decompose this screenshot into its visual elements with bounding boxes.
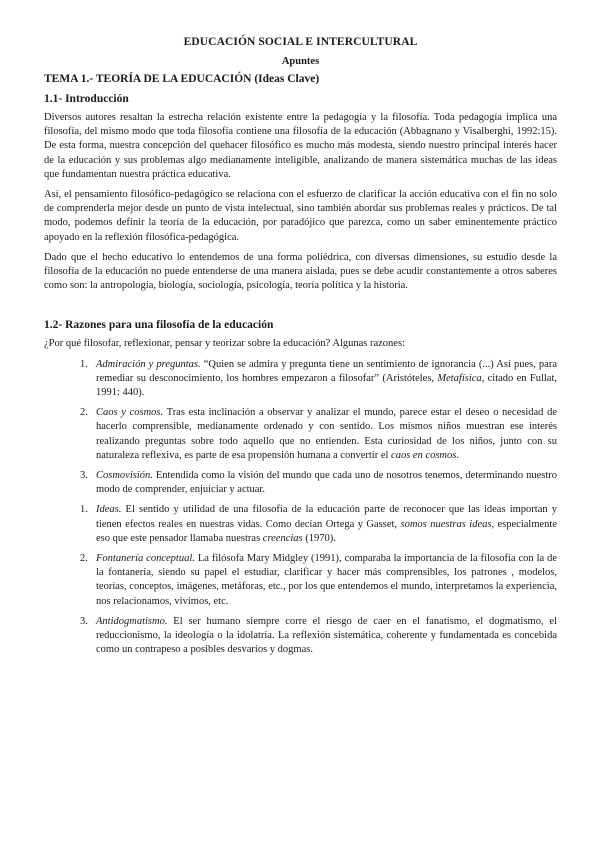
list-term: Cosmovisión. [96,470,153,482]
list-item [44,503,557,546]
list-item [44,406,557,463]
list-text: “Quien se admira y pregunta tiene un sentimiento de ignorancia (...) Así pues, para remediar su desconocimiento, los hombres empezaron a filosofar” (Aristóteles, [96,358,557,384]
list-term: Antidogmatismo. [96,615,168,627]
list-term: Caos y cosmos. [96,407,164,419]
list-term: Admiración y preguntas. [96,358,201,370]
list-work: Metafísica [437,372,482,384]
reasons-list-1 [44,358,557,498]
list-item [44,358,557,401]
document-title: EDUCACIÓN SOCIAL E INTERCULTURAL [183,36,418,48]
list-number: 2. [80,407,88,419]
section-1-paragraph: Así, el pensamiento filosófico-pedagógico se relaciona con el esfuerzo de clarificar la acción educativa con el fin no solo de comprenderla mejor desde un punto de vista intelectual, sino también abordar sus problemas reales y prácticos. De tal modo, podemos definir la teoría de la educación, por paradójico que parezca, como un saber eminentemente práctico apoyado en la reflexión filosófica-pedagógica. [44,189,557,243]
list-text: El sentido y utilidad de una filosofía de la educación parte de reconocer que las ideas importan y tienen efectos reales en nuestras vidas. Como decían Ortega y Gasset, [96,504,557,530]
list-text: , especialmente eso que este pensador llamaba nuestras [96,518,557,544]
list-text: La filósofa Mary Midgley (1991), comparaba la importancia de la filosofía con la de la fontanería, siendo su papel el estudiar, clarificar y hacer más comprensibles, los patrones , modelos, teorías, conceptos, imágenes, metáforas, etc., por los que entendemos el mundo, interpretamos la experiencia, nos relacionamos, vivimos, etc. [96,553,557,607]
list-number: 2. [80,553,88,565]
list-term: Ideas. [96,504,122,516]
tema-heading: TEMA 1.- TEORÍA DE LA EDUCACIÓN (Ideas Clave) [44,73,320,85]
list-text: El ser humano siempre corre el riesgo de caer en el fanatismo, el dogmatismo, el reduccionismo, la ideología o la idolatría. La reflexión sistemática, coherente y fundamentada es concebida como un contrapeso a posibles desvaríos y dogmas. [96,615,557,656]
list-number: 1. [80,504,88,516]
list-number: 3. [80,615,88,627]
list-text: (1970). [302,532,336,544]
list-work: creencias [262,532,303,544]
reasons-list-2 [44,503,557,657]
list-item [44,615,557,658]
document-subtitle: Apuntes [281,56,320,67]
list-text: Tras esta inclinación a observar y analizar el mundo, parece estar el deseo o necesidad de hacerlo comprensible, medianamente ordenado y con sentido. Los mismos niños muestran ese interés realizando preguntas sobre todo aquello que no entienden. Esta curiosidad de los niños, junto con su naturaleza reflexiva, es parte de esa propensión humana a convertir el [96,407,557,461]
list-text: , citado en Fullat, 1991: 440). [96,372,557,399]
list-text: Entendida como la visión del mundo que cada uno de nosotros tenemos, determinando nuestro modo de comprender, enjuiciar y actuar. [96,470,557,496]
document-page [44,30,557,658]
list-number: 1. [80,358,88,370]
list-item [44,552,557,609]
section-1-heading: 1.1- Introducción [44,93,129,105]
section-1-paragraph: Diversos autores resaltan la estrecha relación existente entre la pedagogía y la filosofía. Toda pedagogía implica una filosofía, del mismo modo que toda filosofía contiene una filosofía de la educación (Abbagnano y Visalberghi, 1992:15). De esta forma, nuestra concepción del quehacer filosófico es mucho más modesta, siendo nuestro principal interés hacer de la educación y sus problemas algo medianamente inteligible, analizando de manera sistemática muchas de las ideas que fundamentan nuestra práctica educativa. [44,112,557,180]
list-number: 3. [80,470,88,482]
list-work: somos nuestras ideas [400,518,492,530]
list-text: . [456,449,459,461]
list-work: caos en cosmos [391,449,457,461]
section-2-intro: ¿Por qué filosofar, reflexionar, pensar y teorizar sobre la educación? Algunas razones: [44,338,405,350]
section-2-heading: 1.2- Razones para una filosofía de la educación [44,319,274,332]
list-item [44,469,557,497]
section-1-paragraph: Dado que el hecho educativo lo entendemos de una forma poliédrica, con diversas dimensiones, su estudio desde la filosofía de la educación no puede entenderse de una manera aislada, pues se debe acudir constantemente a otros saberes como son: la antropología, biología, sociología, psicología, teoría política y la historia. [44,251,557,292]
list-term: Fontanería conceptual. [96,553,195,565]
